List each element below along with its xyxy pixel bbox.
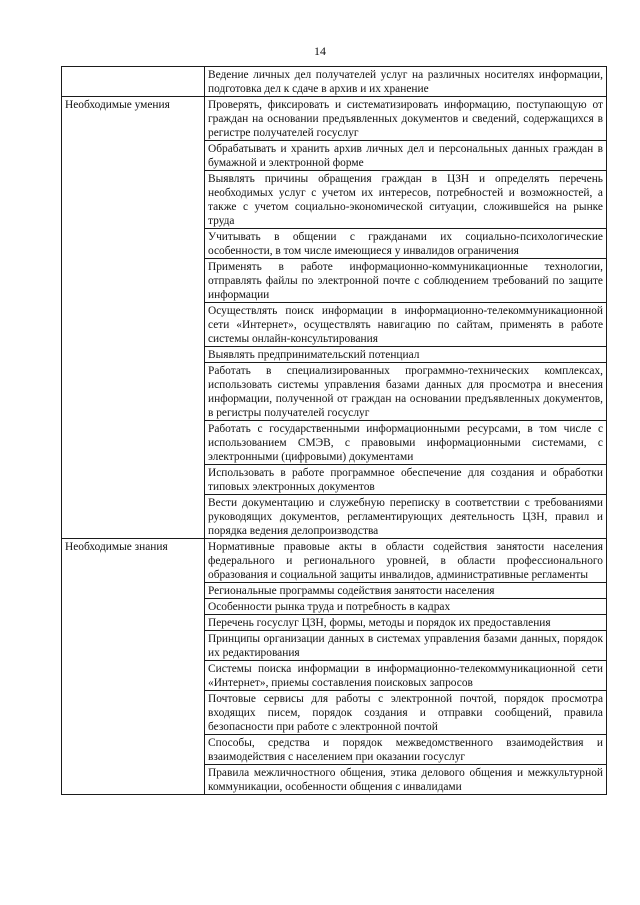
requirement-text: Использовать в работе программное обеспечение для создания и обработки типовых электронных документов: [205, 465, 607, 495]
requirement-text: Выявлять предпринимательский потенциал: [205, 347, 607, 363]
requirement-text: Работать с государственными информационными ресурсами, в том числе с использованием СМЭВ, с правовыми информационными системами, с электронными (цифровыми) документами: [205, 421, 607, 465]
requirement-text: Особенности рынка труда и потребность в кадрах: [205, 599, 607, 615]
section-label: Необходимые знания: [62, 539, 205, 795]
requirement-text: Ведение личных дел получателей услуг на различных носителях информации, подготовка дел к сдаче в архив и их хранение: [205, 67, 607, 97]
competency-table: [61, 66, 607, 795]
requirement-text: Выявлять причины обращения граждан в ЦЗН и определять перечень необходимых услуг с учетом их интересов, потребностей и возможностей, а также с учетом социально-экономической ситуации, сложившейся на рынке труда: [205, 171, 607, 229]
table-row: [62, 539, 607, 583]
empty-label-cell: [62, 67, 205, 97]
requirement-text: Правила межличностного общения, этика делового общения и межкультурной коммуникации, особенности общения с инвалидами: [205, 765, 607, 795]
table-row: [62, 67, 607, 97]
requirement-text: Способы, средства и порядок межведомственного взаимодействия и взаимодействия с населением при оказании госуслуг: [205, 735, 607, 765]
requirement-text: Перечень госуслуг ЦЗН, формы, методы и порядок их предоставления: [205, 615, 607, 631]
requirement-text: Вести документацию и служебную переписку в соответствии с требованиями руководящих документов, регламентирующих деятельность ЦЗН, правил и порядка ведения делопроизводства: [205, 495, 607, 539]
requirement-text: Почтовые сервисы для работы с электронной почтой, порядок просмотра входящих писем, порядок создания и отправки сообщений, правила безопасности при работе с электронной почтой: [205, 691, 607, 735]
requirement-text: Проверять, фиксировать и систематизировать информацию, поступающую от граждан на основании предъявленных документов и сведений, содержащихся в регистре получателей госуслуг: [205, 97, 607, 141]
requirement-text: Учитывать в общении с гражданами их социально-психологические особенности, в том числе имеющиеся у инвалидов ограничения: [205, 229, 607, 259]
requirement-text: Региональные программы содействия занятости населения: [205, 583, 607, 599]
table-row: [62, 97, 607, 141]
requirement-text: Системы поиска информации в информационно-телекоммуникационной сети «Интернет», приемы составления поисковых запросов: [205, 661, 607, 691]
competency-table-body: [62, 67, 607, 795]
page-number: 14: [314, 44, 326, 58]
requirement-text: Принципы организации данных в системах управления базами данных, порядок их редактирования: [205, 631, 607, 661]
section-label: Необходимые умения: [62, 97, 205, 539]
requirement-text: Обрабатывать и хранить архив личных дел и персональных данных граждан в бумажной и электронной форме: [205, 141, 607, 171]
requirement-text: Нормативные правовые акты в области содействия занятости населения федерального и регионального уровней, в области профессионального образования и социальной защиты инвалидов, административные регламенты: [205, 539, 607, 583]
requirement-text: Применять в работе информационно-коммуникационные технологии, отправлять файлы по электронной почте с соблюдением требований по защите информации: [205, 259, 607, 303]
requirement-text: Работать в специализированных программно-технических комплексах, использовать системы управления базами данных для просмотра и внесения информации, полученной от граждан на основании предъявленных документов, в регистры получателей госуслуг: [205, 363, 607, 421]
requirement-text: Осуществлять поиск информации в информационно-телекоммуникационной сети «Интернет», осуществлять навигацию по сайтам, применять в работе системы онлайн-консультирования: [205, 303, 607, 347]
